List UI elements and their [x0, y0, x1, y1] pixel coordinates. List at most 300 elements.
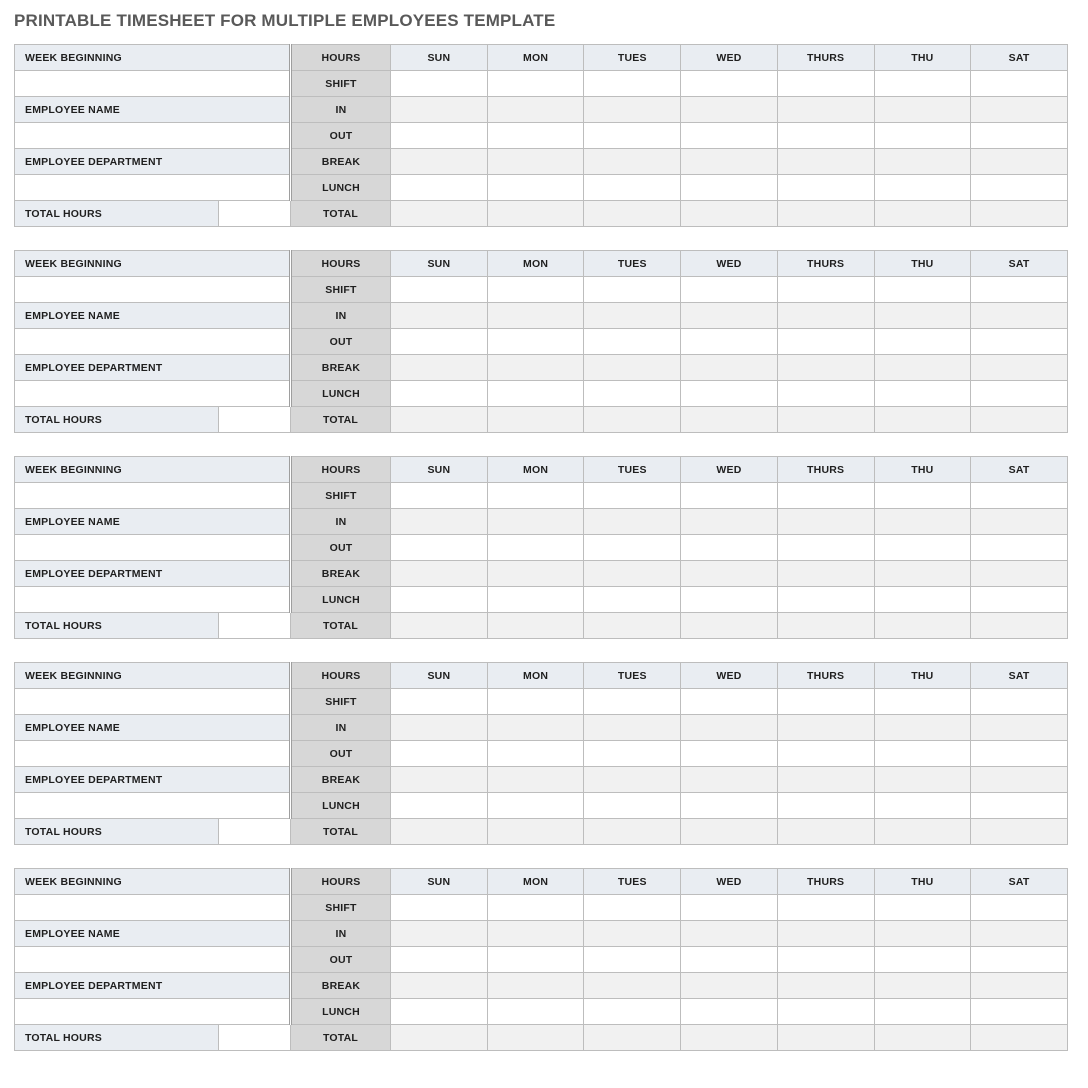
- day-cell-lunch[interactable]: [584, 175, 681, 201]
- break-row: [15, 149, 1068, 175]
- day-cell-out[interactable]: [971, 535, 1068, 561]
- day-cell-total[interactable]: [777, 201, 874, 227]
- total-hours-input[interactable]: [219, 613, 291, 639]
- day-cell-out[interactable]: [584, 535, 681, 561]
- day-cell-shift[interactable]: [584, 895, 681, 921]
- day-cell-out[interactable]: [777, 741, 874, 767]
- day-cell-in[interactable]: [681, 715, 778, 741]
- lunch-row: [15, 793, 1068, 819]
- timesheet-table: [14, 44, 1068, 227]
- day-cell-lunch[interactable]: [681, 999, 778, 1025]
- day-cell-lunch[interactable]: [391, 587, 488, 613]
- day-cell-break[interactable]: [777, 149, 874, 175]
- day-cell-total[interactable]: [971, 819, 1068, 845]
- day-cell-shift[interactable]: [777, 483, 874, 509]
- day-cell-in[interactable]: [874, 715, 971, 741]
- day-cell-break[interactable]: [584, 149, 681, 175]
- day-cell-break[interactable]: [391, 973, 488, 999]
- day-cell-shift[interactable]: [487, 483, 584, 509]
- day-cell-shift[interactable]: [874, 71, 971, 97]
- total-row: [15, 1025, 1068, 1051]
- day-cell-out[interactable]: [584, 741, 681, 767]
- day-header-sat: SAT: [971, 45, 1068, 71]
- day-cell-total[interactable]: [487, 819, 584, 845]
- day-cell-out[interactable]: [681, 123, 778, 149]
- header-row: [15, 663, 1068, 689]
- day-cell-in[interactable]: [584, 303, 681, 329]
- day-cell-total[interactable]: [681, 1025, 778, 1051]
- day-cell-lunch[interactable]: [487, 381, 584, 407]
- week-beginning-label: WEEK BEGINNING: [15, 869, 291, 895]
- break-label: BREAK: [291, 561, 391, 587]
- day-cell-break[interactable]: [777, 767, 874, 793]
- day-cell-total[interactable]: [874, 201, 971, 227]
- total-hours-input[interactable]: [219, 1025, 291, 1051]
- day-cell-shift[interactable]: [584, 483, 681, 509]
- shift-row: [15, 483, 1068, 509]
- day-cell-lunch[interactable]: [971, 175, 1068, 201]
- day-cell-lunch[interactable]: [681, 793, 778, 819]
- day-cell-lunch[interactable]: [874, 793, 971, 819]
- day-header-thurs: THURS: [777, 457, 874, 483]
- total-hours-label: TOTAL HOURS: [15, 201, 219, 227]
- day-cell-in[interactable]: [391, 97, 488, 123]
- day-cell-lunch[interactable]: [681, 175, 778, 201]
- day-cell-break[interactable]: [584, 973, 681, 999]
- day-cell-in[interactable]: [971, 715, 1068, 741]
- day-cell-out[interactable]: [874, 741, 971, 767]
- day-cell-total[interactable]: [391, 1025, 488, 1051]
- day-cell-break[interactable]: [487, 561, 584, 587]
- day-cell-shift[interactable]: [777, 895, 874, 921]
- day-cell-in[interactable]: [487, 715, 584, 741]
- employee-name-input[interactable]: [15, 947, 291, 973]
- day-cell-lunch[interactable]: [584, 999, 681, 1025]
- day-cell-total[interactable]: [681, 201, 778, 227]
- day-cell-break[interactable]: [487, 767, 584, 793]
- day-cell-lunch[interactable]: [777, 175, 874, 201]
- day-cell-total[interactable]: [487, 407, 584, 433]
- employee-name-input[interactable]: [15, 123, 291, 149]
- day-cell-in[interactable]: [584, 509, 681, 535]
- day-cell-shift[interactable]: [971, 71, 1068, 97]
- day-cell-out[interactable]: [971, 947, 1068, 973]
- week-beginning-input[interactable]: [15, 277, 291, 303]
- day-cell-total[interactable]: [391, 407, 488, 433]
- employee-department-input[interactable]: [15, 381, 291, 407]
- header-row: [15, 457, 1068, 483]
- in-row: [15, 921, 1068, 947]
- lunch-label: LUNCH: [291, 381, 391, 407]
- day-cell-in[interactable]: [487, 303, 584, 329]
- lunch-row: [15, 175, 1068, 201]
- day-cell-in[interactable]: [391, 303, 488, 329]
- day-header-wed: WED: [681, 45, 778, 71]
- day-cell-break[interactable]: [874, 561, 971, 587]
- shift-label: SHIFT: [291, 483, 391, 509]
- day-header-thu: THU: [874, 457, 971, 483]
- day-header-sat: SAT: [971, 869, 1068, 895]
- day-cell-total[interactable]: [874, 407, 971, 433]
- day-cell-out[interactable]: [971, 741, 1068, 767]
- day-cell-shift[interactable]: [874, 895, 971, 921]
- day-cell-total[interactable]: [391, 201, 488, 227]
- day-cell-in[interactable]: [584, 921, 681, 947]
- day-cell-shift[interactable]: [681, 277, 778, 303]
- day-cell-break[interactable]: [971, 973, 1068, 999]
- day-cell-in[interactable]: [874, 509, 971, 535]
- day-cell-break[interactable]: [681, 973, 778, 999]
- day-cell-lunch[interactable]: [391, 999, 488, 1025]
- day-cell-total[interactable]: [584, 819, 681, 845]
- day-cell-shift[interactable]: [971, 483, 1068, 509]
- day-header-tues: TUES: [584, 457, 681, 483]
- day-cell-shift[interactable]: [391, 689, 488, 715]
- day-cell-out[interactable]: [874, 329, 971, 355]
- hours-column-header: HOURS: [291, 45, 391, 71]
- total-label: TOTAL: [291, 819, 391, 845]
- employee-department-input[interactable]: [15, 793, 291, 819]
- day-cell-break[interactable]: [681, 767, 778, 793]
- day-cell-shift[interactable]: [971, 277, 1068, 303]
- in-row: [15, 715, 1068, 741]
- day-header-mon: MON: [487, 869, 584, 895]
- day-cell-total[interactable]: [777, 407, 874, 433]
- out-row: [15, 329, 1068, 355]
- shift-label: SHIFT: [291, 689, 391, 715]
- day-cell-out[interactable]: [391, 123, 488, 149]
- day-header-thu: THU: [874, 251, 971, 277]
- day-cell-out[interactable]: [681, 535, 778, 561]
- day-cell-out[interactable]: [874, 947, 971, 973]
- day-cell-total[interactable]: [874, 613, 971, 639]
- day-cell-lunch[interactable]: [584, 587, 681, 613]
- day-cell-lunch[interactable]: [971, 587, 1068, 613]
- day-cell-in[interactable]: [391, 509, 488, 535]
- day-cell-out[interactable]: [391, 535, 488, 561]
- break-label: BREAK: [291, 973, 391, 999]
- day-cell-in[interactable]: [681, 921, 778, 947]
- day-cell-total[interactable]: [971, 1025, 1068, 1051]
- day-cell-in[interactable]: [874, 303, 971, 329]
- day-cell-total[interactable]: [681, 407, 778, 433]
- day-cell-shift[interactable]: [874, 483, 971, 509]
- day-cell-lunch[interactable]: [391, 175, 488, 201]
- day-cell-shift[interactable]: [487, 71, 584, 97]
- day-cell-shift[interactable]: [391, 277, 488, 303]
- day-cell-shift[interactable]: [681, 483, 778, 509]
- in-label: IN: [291, 921, 391, 947]
- day-cell-lunch[interactable]: [681, 587, 778, 613]
- lunch-row: [15, 381, 1068, 407]
- day-cell-lunch[interactable]: [487, 793, 584, 819]
- day-cell-out[interactable]: [681, 329, 778, 355]
- day-cell-break[interactable]: [584, 561, 681, 587]
- day-cell-lunch[interactable]: [584, 793, 681, 819]
- day-cell-total[interactable]: [777, 1025, 874, 1051]
- day-cell-in[interactable]: [777, 715, 874, 741]
- day-cell-out[interactable]: [391, 947, 488, 973]
- break-row: [15, 767, 1068, 793]
- employee-department-input[interactable]: [15, 999, 291, 1025]
- day-cell-out[interactable]: [487, 535, 584, 561]
- day-cell-break[interactable]: [681, 149, 778, 175]
- day-cell-out[interactable]: [874, 123, 971, 149]
- in-row: [15, 509, 1068, 535]
- day-header-sat: SAT: [971, 251, 1068, 277]
- day-cell-lunch[interactable]: [874, 381, 971, 407]
- day-cell-shift[interactable]: [681, 895, 778, 921]
- total-label: TOTAL: [291, 1025, 391, 1051]
- day-cell-out[interactable]: [487, 329, 584, 355]
- day-cell-in[interactable]: [391, 921, 488, 947]
- day-cell-shift[interactable]: [971, 895, 1068, 921]
- day-cell-out[interactable]: [681, 741, 778, 767]
- day-header-wed: WED: [681, 663, 778, 689]
- day-cell-total[interactable]: [487, 201, 584, 227]
- day-cell-in[interactable]: [971, 303, 1068, 329]
- lunch-label: LUNCH: [291, 999, 391, 1025]
- day-cell-shift[interactable]: [874, 689, 971, 715]
- day-cell-in[interactable]: [681, 97, 778, 123]
- day-cell-total[interactable]: [487, 1025, 584, 1051]
- week-beginning-input[interactable]: [15, 483, 291, 509]
- total-hours-input[interactable]: [219, 819, 291, 845]
- day-cell-out[interactable]: [487, 123, 584, 149]
- day-cell-total[interactable]: [487, 613, 584, 639]
- day-cell-total[interactable]: [681, 613, 778, 639]
- day-cell-shift[interactable]: [584, 71, 681, 97]
- day-cell-shift[interactable]: [487, 277, 584, 303]
- day-cell-total[interactable]: [971, 613, 1068, 639]
- day-cell-break[interactable]: [681, 561, 778, 587]
- day-cell-shift[interactable]: [391, 895, 488, 921]
- day-cell-shift[interactable]: [971, 689, 1068, 715]
- employee-department-label: EMPLOYEE DEPARTMENT: [15, 767, 291, 793]
- day-cell-break[interactable]: [777, 561, 874, 587]
- day-cell-out[interactable]: [971, 123, 1068, 149]
- day-cell-break[interactable]: [971, 355, 1068, 381]
- day-cell-lunch[interactable]: [487, 999, 584, 1025]
- day-cell-break[interactable]: [391, 767, 488, 793]
- day-cell-lunch[interactable]: [971, 999, 1068, 1025]
- day-cell-out[interactable]: [971, 329, 1068, 355]
- day-cell-lunch[interactable]: [487, 587, 584, 613]
- employee-name-input[interactable]: [15, 741, 291, 767]
- day-cell-shift[interactable]: [874, 277, 971, 303]
- total-label: TOTAL: [291, 201, 391, 227]
- day-cell-break[interactable]: [391, 355, 488, 381]
- day-cell-in[interactable]: [391, 715, 488, 741]
- day-cell-break[interactable]: [487, 973, 584, 999]
- day-header-wed: WED: [681, 251, 778, 277]
- total-hours-input[interactable]: [219, 201, 291, 227]
- day-cell-break[interactable]: [487, 355, 584, 381]
- out-row: [15, 741, 1068, 767]
- day-cell-break[interactable]: [681, 355, 778, 381]
- day-cell-out[interactable]: [777, 123, 874, 149]
- day-cell-lunch[interactable]: [681, 381, 778, 407]
- day-cell-in[interactable]: [487, 97, 584, 123]
- employee-name-label: EMPLOYEE NAME: [15, 921, 291, 947]
- day-cell-total[interactable]: [777, 819, 874, 845]
- hours-column-header: HOURS: [291, 457, 391, 483]
- day-cell-in[interactable]: [971, 921, 1068, 947]
- day-cell-shift[interactable]: [487, 895, 584, 921]
- day-cell-in[interactable]: [971, 97, 1068, 123]
- day-cell-lunch[interactable]: [971, 793, 1068, 819]
- in-label: IN: [291, 715, 391, 741]
- total-hours-label: TOTAL HOURS: [15, 819, 219, 845]
- day-cell-in[interactable]: [487, 509, 584, 535]
- day-cell-out[interactable]: [487, 741, 584, 767]
- day-header-thu: THU: [874, 45, 971, 71]
- day-cell-shift[interactable]: [777, 277, 874, 303]
- day-cell-lunch[interactable]: [777, 381, 874, 407]
- day-cell-break[interactable]: [777, 355, 874, 381]
- day-cell-lunch[interactable]: [391, 381, 488, 407]
- day-cell-break[interactable]: [584, 767, 681, 793]
- day-cell-in[interactable]: [777, 303, 874, 329]
- page-title: PRINTABLE TIMESHEET FOR MULTIPLE EMPLOYEES TEMPLATE: [14, 11, 556, 30]
- day-header-thurs: THURS: [777, 251, 874, 277]
- day-cell-lunch[interactable]: [874, 999, 971, 1025]
- day-cell-break[interactable]: [874, 973, 971, 999]
- day-cell-out[interactable]: [391, 741, 488, 767]
- in-row: [15, 303, 1068, 329]
- day-cell-break[interactable]: [971, 767, 1068, 793]
- day-cell-in[interactable]: [777, 509, 874, 535]
- out-label: OUT: [291, 741, 391, 767]
- day-header-tues: TUES: [584, 251, 681, 277]
- day-cell-out[interactable]: [584, 947, 681, 973]
- day-cell-shift[interactable]: [487, 689, 584, 715]
- out-label: OUT: [291, 329, 391, 355]
- day-header-sat: SAT: [971, 663, 1068, 689]
- day-cell-break[interactable]: [971, 149, 1068, 175]
- day-cell-in[interactable]: [584, 97, 681, 123]
- day-header-mon: MON: [487, 663, 584, 689]
- day-cell-in[interactable]: [874, 97, 971, 123]
- out-label: OUT: [291, 947, 391, 973]
- day-cell-out[interactable]: [777, 329, 874, 355]
- employee-department-input[interactable]: [15, 175, 291, 201]
- employee-department-input[interactable]: [15, 587, 291, 613]
- day-cell-total[interactable]: [874, 1025, 971, 1051]
- employee-name-label: EMPLOYEE NAME: [15, 97, 291, 123]
- day-cell-shift[interactable]: [391, 71, 488, 97]
- break-label: BREAK: [291, 149, 391, 175]
- day-cell-break[interactable]: [487, 149, 584, 175]
- day-cell-break[interactable]: [971, 561, 1068, 587]
- day-cell-total[interactable]: [584, 407, 681, 433]
- day-cell-total[interactable]: [971, 201, 1068, 227]
- total-label: TOTAL: [291, 613, 391, 639]
- day-cell-lunch[interactable]: [487, 175, 584, 201]
- day-cell-shift[interactable]: [777, 71, 874, 97]
- day-cell-in[interactable]: [584, 715, 681, 741]
- day-cell-in[interactable]: [971, 509, 1068, 535]
- total-row: [15, 613, 1068, 639]
- day-cell-in[interactable]: [681, 509, 778, 535]
- day-cell-out[interactable]: [584, 329, 681, 355]
- employee-name-input[interactable]: [15, 329, 291, 355]
- day-cell-lunch[interactable]: [584, 381, 681, 407]
- week-beginning-label: WEEK BEGINNING: [15, 45, 291, 71]
- day-cell-out[interactable]: [874, 535, 971, 561]
- day-cell-break[interactable]: [584, 355, 681, 381]
- day-cell-total[interactable]: [971, 407, 1068, 433]
- day-cell-lunch[interactable]: [874, 175, 971, 201]
- employee-name-input[interactable]: [15, 535, 291, 561]
- day-cell-in[interactable]: [874, 921, 971, 947]
- day-header-thu: THU: [874, 869, 971, 895]
- day-cell-break[interactable]: [391, 149, 488, 175]
- day-cell-out[interactable]: [584, 123, 681, 149]
- day-cell-lunch[interactable]: [874, 587, 971, 613]
- day-cell-total[interactable]: [584, 613, 681, 639]
- day-cell-in[interactable]: [777, 921, 874, 947]
- day-header-sun: SUN: [391, 869, 488, 895]
- day-cell-total[interactable]: [584, 1025, 681, 1051]
- day-cell-total[interactable]: [681, 819, 778, 845]
- day-cell-total[interactable]: [584, 201, 681, 227]
- day-cell-lunch[interactable]: [777, 793, 874, 819]
- day-cell-shift[interactable]: [391, 483, 488, 509]
- day-cell-total[interactable]: [874, 819, 971, 845]
- day-cell-break[interactable]: [874, 767, 971, 793]
- day-cell-shift[interactable]: [681, 689, 778, 715]
- day-cell-out[interactable]: [487, 947, 584, 973]
- day-cell-lunch[interactable]: [777, 999, 874, 1025]
- day-cell-shift[interactable]: [584, 689, 681, 715]
- timesheet-table: [14, 662, 1068, 845]
- employee-department-label: EMPLOYEE DEPARTMENT: [15, 149, 291, 175]
- day-cell-out[interactable]: [777, 947, 874, 973]
- day-cell-break[interactable]: [777, 973, 874, 999]
- day-cell-shift[interactable]: [681, 71, 778, 97]
- lunch-row: [15, 999, 1068, 1025]
- day-cell-break[interactable]: [874, 149, 971, 175]
- timesheet-table: [14, 250, 1068, 433]
- day-cell-break[interactable]: [874, 355, 971, 381]
- week-beginning-input[interactable]: [15, 689, 291, 715]
- day-cell-lunch[interactable]: [391, 793, 488, 819]
- day-cell-shift[interactable]: [777, 689, 874, 715]
- day-cell-in[interactable]: [777, 97, 874, 123]
- day-cell-lunch[interactable]: [971, 381, 1068, 407]
- hours-column-header: HOURS: [291, 869, 391, 895]
- day-cell-total[interactable]: [391, 819, 488, 845]
- week-beginning-input[interactable]: [15, 895, 291, 921]
- timesheet-blocks: [14, 44, 1074, 1051]
- day-cell-total[interactable]: [391, 613, 488, 639]
- total-row: [15, 201, 1068, 227]
- total-hours-input[interactable]: [219, 407, 291, 433]
- day-cell-break[interactable]: [391, 561, 488, 587]
- day-cell-total[interactable]: [777, 613, 874, 639]
- week-beginning-input[interactable]: [15, 71, 291, 97]
- day-cell-out[interactable]: [391, 329, 488, 355]
- lunch-row: [15, 587, 1068, 613]
- total-hours-label: TOTAL HOURS: [15, 613, 219, 639]
- day-cell-out[interactable]: [777, 535, 874, 561]
- day-cell-out[interactable]: [681, 947, 778, 973]
- day-cell-shift[interactable]: [584, 277, 681, 303]
- day-cell-in[interactable]: [487, 921, 584, 947]
- day-cell-in[interactable]: [681, 303, 778, 329]
- day-cell-lunch[interactable]: [777, 587, 874, 613]
